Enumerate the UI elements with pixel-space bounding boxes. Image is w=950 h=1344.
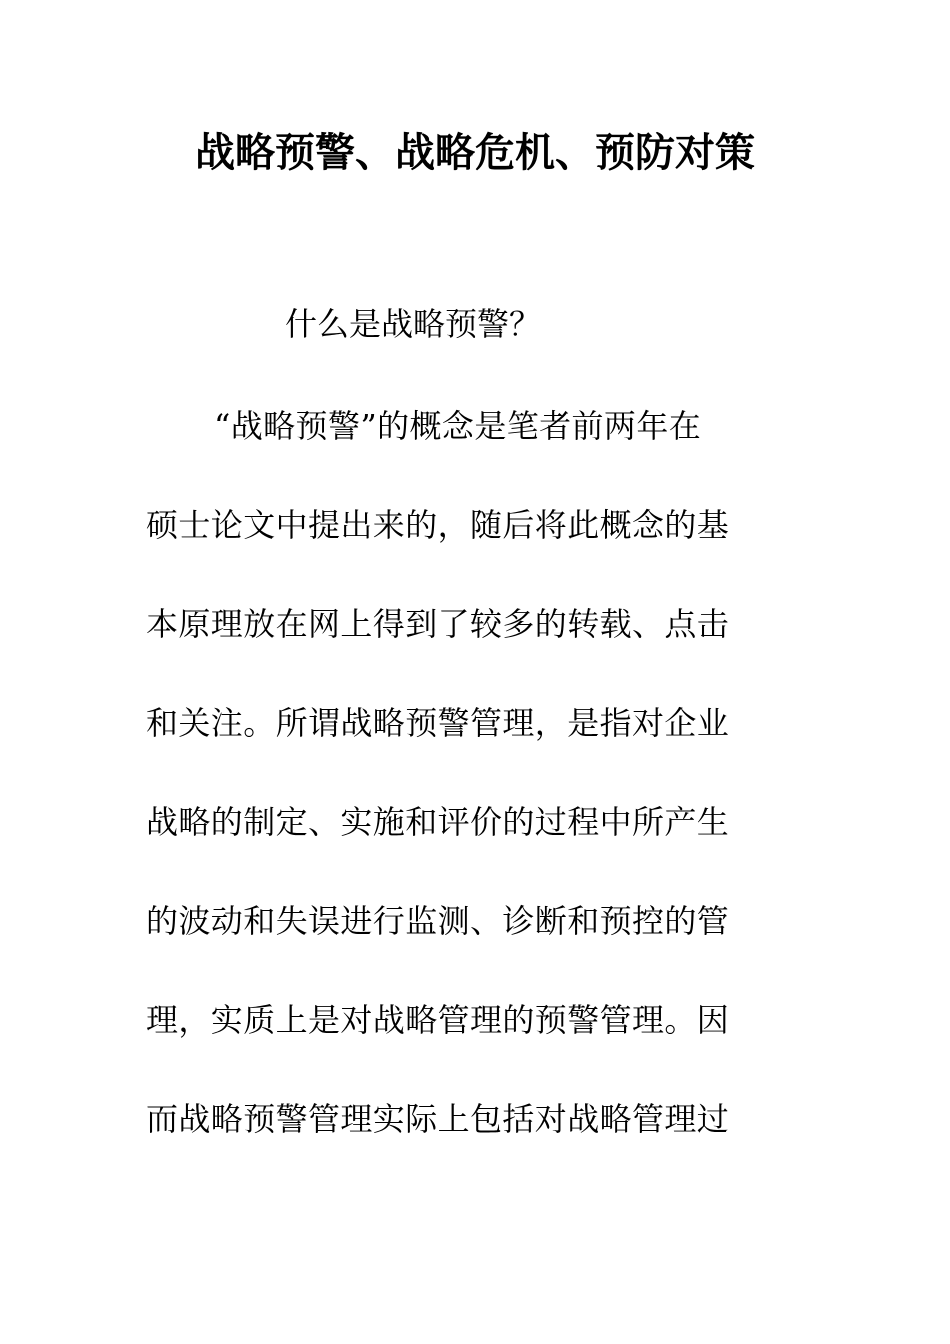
paragraph-line: 和关注。所谓战略预警管理，是指对企业 <box>146 704 730 742</box>
paragraph-line: “战略预警”的概念是笔者前两年在 <box>214 407 702 445</box>
section-question: 什么是战略预警？ <box>285 305 542 343</box>
paragraph-line: 而战略预警管理实际上包括对战略管理过 <box>146 1100 730 1138</box>
paragraph-line: 理，实质上是对战略管理的预警管理。因 <box>146 1001 730 1039</box>
paragraph-line: 硕士论文中提出来的，随后将此概念的基 <box>146 506 730 544</box>
paragraph-line: 战略的制定、实施和评价的过程中所产生 <box>146 803 730 841</box>
paragraph-line: 本原理放在网上得到了较多的转载、点击 <box>146 605 730 643</box>
paragraph-line: 的波动和失误进行监测、诊断和预控的管 <box>146 902 730 940</box>
document-title: 战略预警、战略危机、预防对策 <box>195 129 755 176</box>
